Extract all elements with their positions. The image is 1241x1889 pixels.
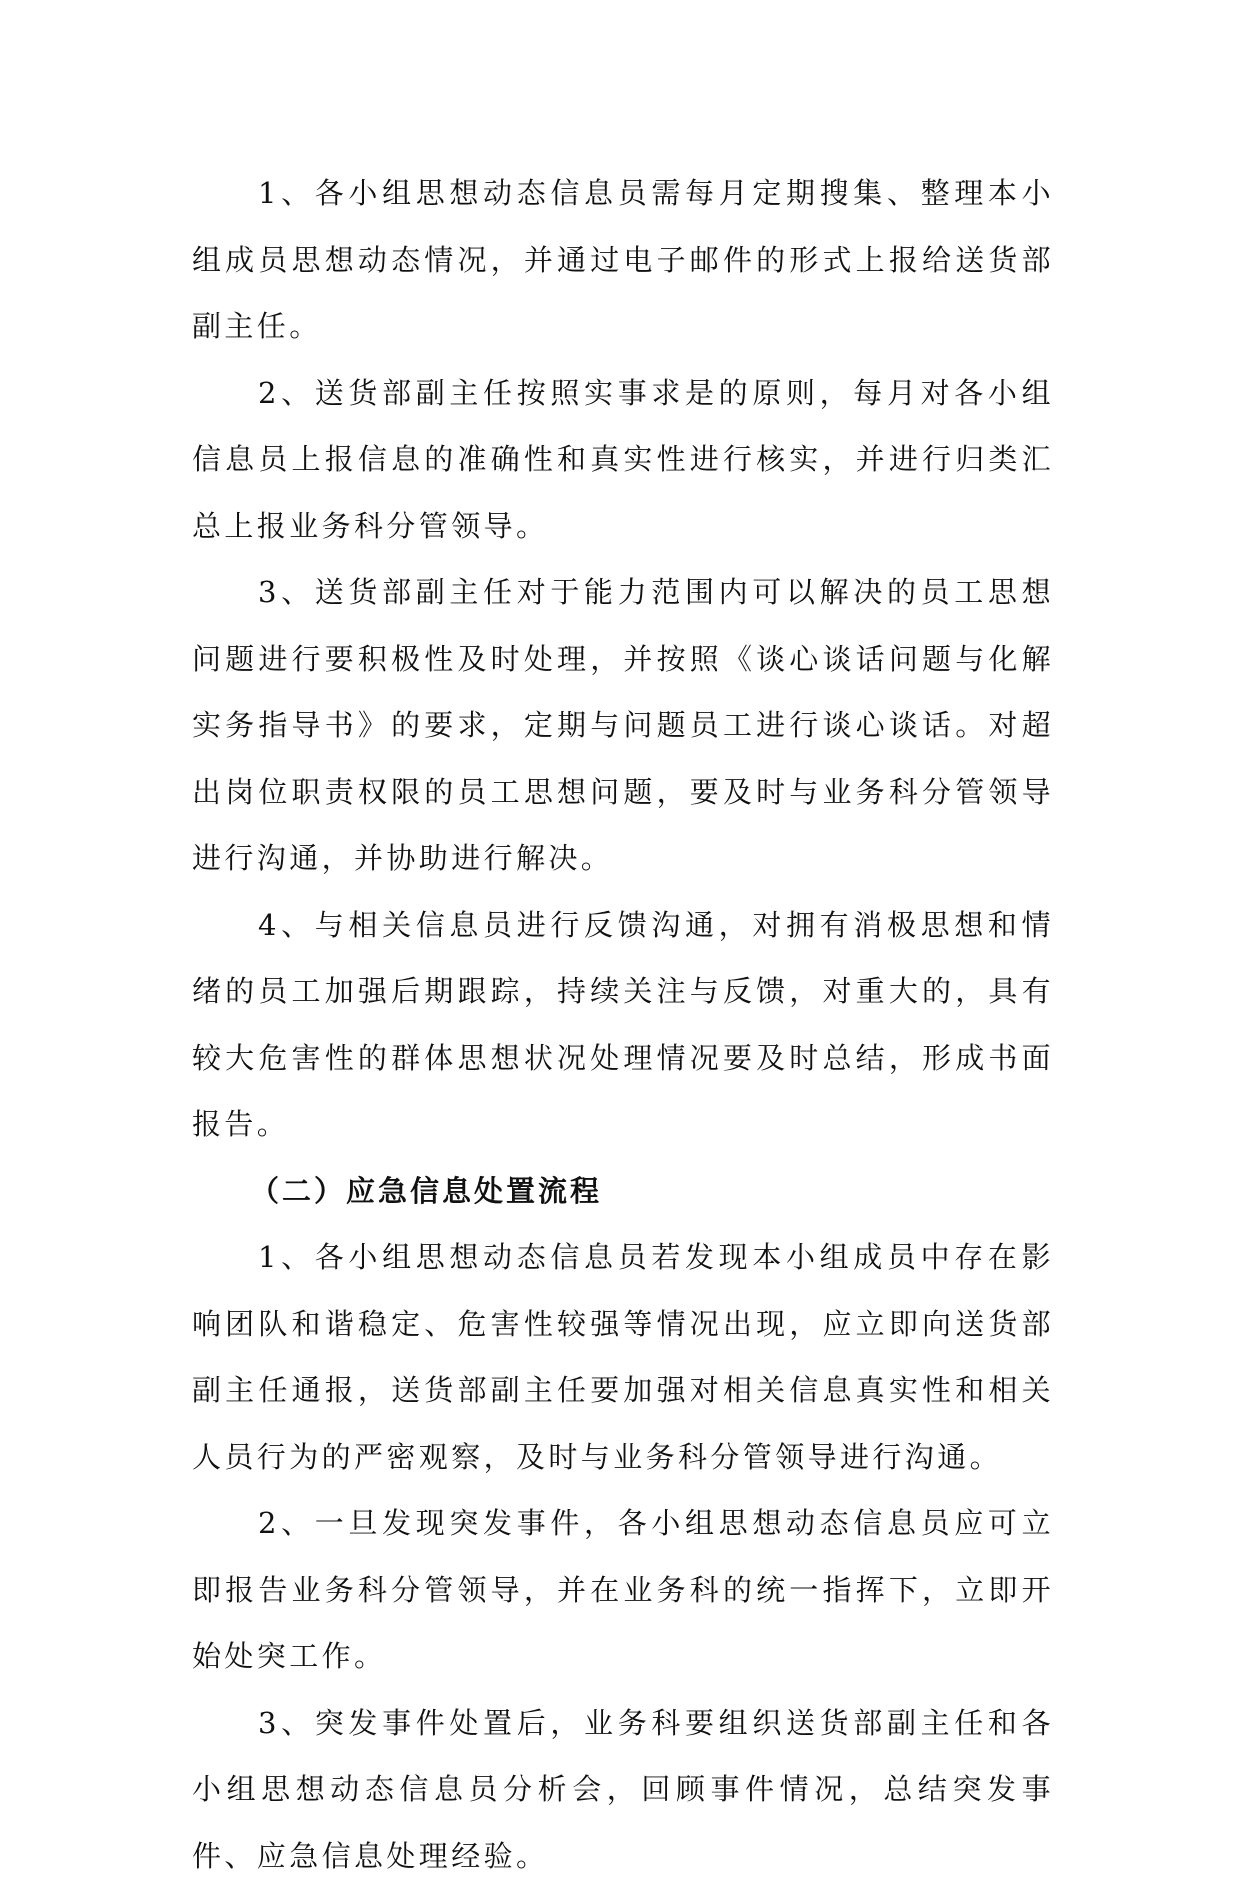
- section-heading-emergency-process: （二）应急信息处置流程: [192, 1158, 1054, 1225]
- paragraph-1-4: 4、与相关信息员进行反馈沟通，对拥有消极思想和情绪的员工加强后期跟踪，持续关注与反馈，对重大的，具有较大危害性的群体思想状况处理情况要及时总结，形成书面报告。: [192, 892, 1054, 1158]
- paragraph-2-2: 2、一旦发现突发事件，各小组思想动态信息员应可立即报告业务科分管领导，并在业务科的统一指挥下，立即开始处突工作。: [192, 1490, 1054, 1690]
- document-body: [192, 160, 1054, 1889]
- paragraph-2-3: 3、突发事件处置后，业务科要组织送货部副主任和各小组思想动态信息员分析会，回顾事件情况，总结突发事件、应急信息处理经验。: [192, 1690, 1054, 1889]
- paragraph-1-2: 2、送货部副主任按照实事求是的原则，每月对各小组信息员上报信息的准确性和真实性进行核实，并进行归类汇总上报业务科分管领导。: [192, 360, 1054, 560]
- paragraph-1-1: 1、各小组思想动态信息员需每月定期搜集、整理本小组成员思想动态情况，并通过电子邮件的形式上报给送货部副主任。: [192, 160, 1054, 360]
- paragraph-2-1: 1、各小组思想动态信息员若发现本小组成员中存在影响团队和谐稳定、危害性较强等情况出现，应立即向送货部副主任通报，送货部副主任要加强对相关信息真实性和相关人员行为的严密观察，及时与业务科分管领导进行沟通。: [192, 1224, 1054, 1490]
- paragraph-1-3: 3、送货部副主任对于能力范围内可以解决的员工思想问题进行要积极性及时处理，并按照《谈心谈话问题与化解实务指导书》的要求，定期与问题员工进行谈心谈话。对超出岗位职责权限的员工思想问题，要及时与业务科分管领导进行沟通，并协助进行解决。: [192, 559, 1054, 892]
